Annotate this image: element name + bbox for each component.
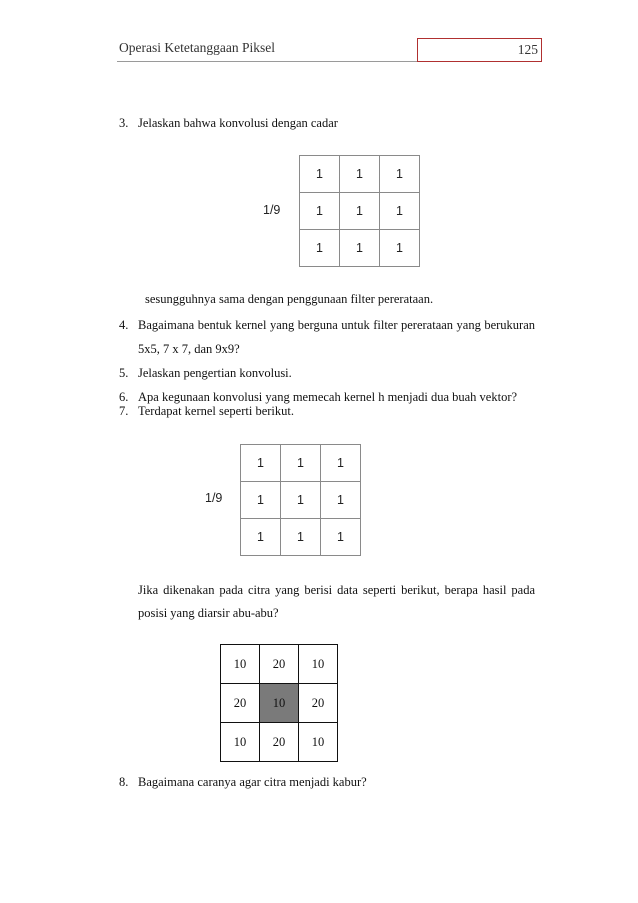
q4-number: 4. xyxy=(119,318,129,332)
header-rule-accent xyxy=(417,61,542,62)
header-title: Operasi Ketetanggaan Piksel xyxy=(119,40,275,55)
kernel1-cell: 1 xyxy=(380,193,420,230)
kernel1-cell: 1 xyxy=(380,230,420,267)
kernel2-cell: 1 xyxy=(241,445,281,482)
kernel1-cell: 1 xyxy=(300,230,340,267)
image-cell-shaded: 10 xyxy=(260,684,299,723)
q3-number: 3. xyxy=(119,116,129,130)
q7-question-line1: Jika dikenakan pada citra yang berisi data seperti berikut, berapa hasil pada xyxy=(138,583,535,597)
kernel2-cell: 1 xyxy=(241,482,281,519)
image-row xyxy=(221,645,338,684)
header-rule xyxy=(117,61,417,62)
q7-number: 7. xyxy=(119,404,129,418)
kernel2-cell: 1 xyxy=(281,482,321,519)
q5-text: Jelaskan pengertian konvolusi. xyxy=(138,366,292,380)
image-cell: 20 xyxy=(260,723,299,762)
q6-number: 6. xyxy=(119,390,129,404)
q5-number: 5. xyxy=(119,366,129,380)
kernel1-cell: 1 xyxy=(340,193,380,230)
q7-question-line2: posisi yang diarsir abu-abu? xyxy=(138,606,279,620)
image-cell: 10 xyxy=(299,723,338,762)
kernel2-cell: 1 xyxy=(281,445,321,482)
q6-text: Apa kegunaan konvolusi yang memecah kernel h menjadi dua buah vektor? xyxy=(138,390,518,404)
kernel1-row xyxy=(300,156,420,193)
q4-line1: Bagaimana bentuk kernel yang berguna untuk filter pererataan yang berukuran xyxy=(138,318,535,332)
kernel2-cell: 1 xyxy=(241,519,281,556)
kernel1-cell: 1 xyxy=(340,156,380,193)
kernel1-row xyxy=(300,193,420,230)
kernel1-cell: 1 xyxy=(340,230,380,267)
q8-number: 8. xyxy=(119,775,129,789)
kernel1-cell: 1 xyxy=(300,193,340,230)
kernel1-cell: 1 xyxy=(300,156,340,193)
image-cell: 20 xyxy=(260,645,299,684)
q8-text: Bagaimana caranya agar citra menjadi kabur? xyxy=(138,775,367,789)
image-data-table xyxy=(220,644,338,762)
kernel2-cell: 1 xyxy=(281,519,321,556)
kernel1-grid xyxy=(299,155,420,267)
kernel2-row xyxy=(241,445,361,482)
image-row xyxy=(221,723,338,762)
kernel2-grid xyxy=(240,444,361,556)
q7-text: Terdapat kernel seperti berikut. xyxy=(138,404,294,418)
kernel1-row xyxy=(300,230,420,267)
kernel2-scale: 1/9 xyxy=(205,491,223,505)
q3-text: Jelaskan bahwa konvolusi dengan cadar xyxy=(138,116,338,130)
image-row xyxy=(221,684,338,723)
q3-continuation: sesungguhnya sama dengan penggunaan filter pererataan. xyxy=(145,292,434,306)
image-cell: 10 xyxy=(221,645,260,684)
page-number: 125 xyxy=(517,42,538,57)
image-cell: 20 xyxy=(221,684,260,723)
image-cell: 10 xyxy=(299,645,338,684)
image-cell: 20 xyxy=(299,684,338,723)
q4-line2: 5x5, 7 x 7, dan 9x9? xyxy=(138,342,240,356)
kernel2-row xyxy=(241,519,361,556)
kernel2-cell: 1 xyxy=(321,519,361,556)
kernel2-cell: 1 xyxy=(321,482,361,519)
kernel1-scale: 1/9 xyxy=(263,203,281,217)
image-cell: 10 xyxy=(221,723,260,762)
kernel2-cell: 1 xyxy=(321,445,361,482)
kernel1-cell: 1 xyxy=(380,156,420,193)
kernel2-row xyxy=(241,482,361,519)
